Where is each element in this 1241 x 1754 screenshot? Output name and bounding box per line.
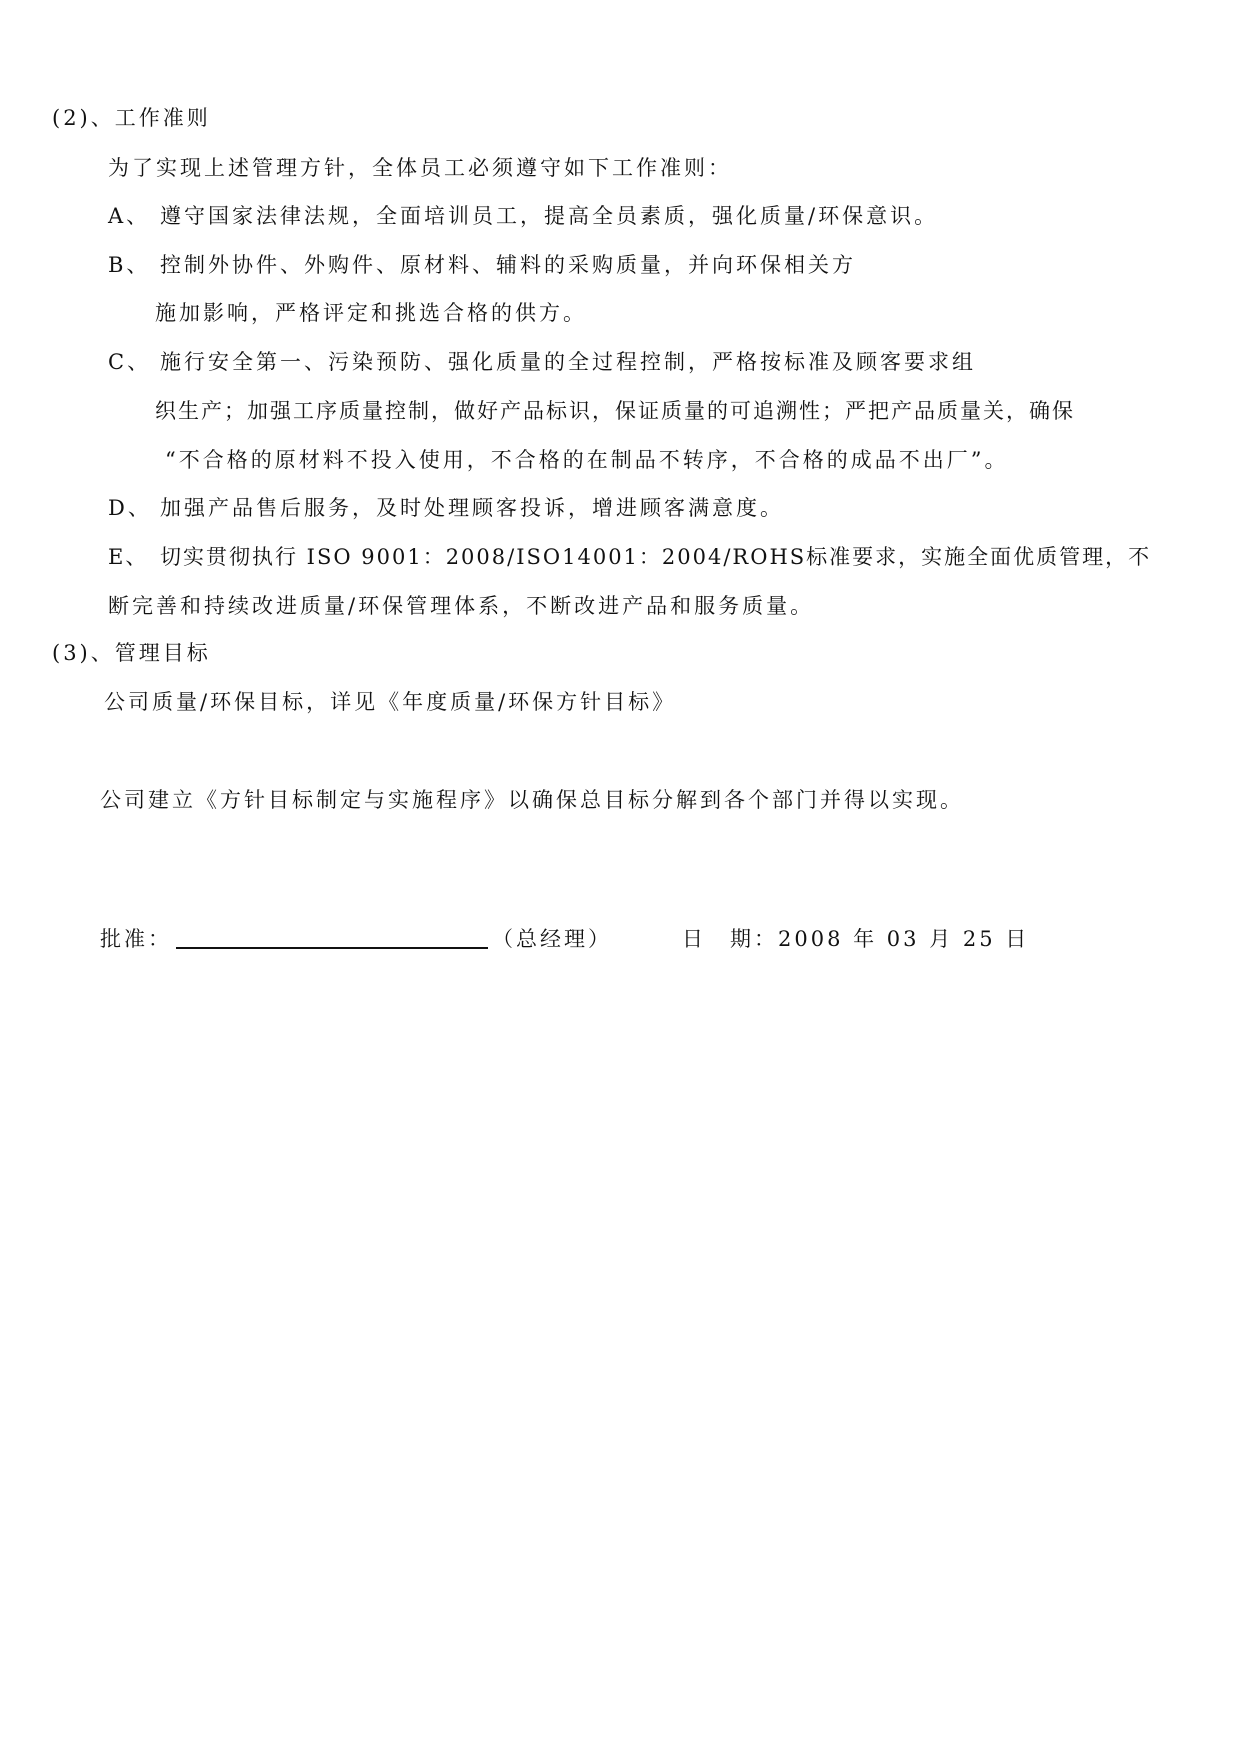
rule-item-b bbox=[108, 251, 856, 279]
rule-item-a-label: A、 bbox=[108, 204, 151, 228]
rule-item-d bbox=[108, 494, 784, 522]
section-2-intro: 为了实现上述管理方针，全体员工必须遵守如下工作准则： bbox=[108, 156, 732, 180]
rule-item-a bbox=[108, 202, 938, 230]
section-3-heading: (3)、管理目标 bbox=[52, 641, 211, 665]
section-3-procedure-line: 公司建立《方针目标制定与实施程序》以确保总目标分解到各个部门并得以实现。 bbox=[100, 788, 964, 812]
section-3-goal-line: 公司质量/环保目标，详见《年度质量/环保方针目标》 bbox=[104, 690, 677, 714]
signature-line bbox=[176, 925, 488, 949]
signature-row bbox=[100, 925, 1029, 953]
approver-role: （总经理） bbox=[492, 927, 612, 951]
rule-item-c-text-1: 施行安全第一、污染预防、强化质量的全过程控制，严格按标准及顾客要求组 bbox=[160, 350, 976, 374]
rule-item-e-text-2: 断完善和持续改进质量/环保管理体系，不断改进产品和服务质量。 bbox=[108, 594, 815, 618]
rule-item-c-label: C、 bbox=[108, 350, 152, 374]
rule-item-e-label: E、 bbox=[108, 545, 149, 569]
rule-item-c-text-2: 织生产；加强工序质量控制，做好产品标识，保证质量的可追溯性；严把产品质量关，确保 bbox=[155, 399, 1075, 423]
rule-item-c-text-3: “不合格的原材料不投入使用，不合格的在制品不转序，不合格的成品不出厂”。 bbox=[165, 448, 1009, 472]
rule-item-d-label: D、 bbox=[108, 496, 152, 520]
rule-item-c bbox=[108, 348, 976, 376]
rule-item-a-text: 遵守国家法律法规，全面培训员工，提高全员素质，强化质量/环保意识。 bbox=[160, 204, 939, 228]
section-2-heading: (2)、工作准则 bbox=[52, 106, 211, 130]
rule-item-b-text-2: 施加影响，严格评定和挑选合格的供方。 bbox=[155, 301, 587, 325]
rule-item-b-label: B、 bbox=[108, 253, 151, 277]
rule-item-b-text-1: 控制外协件、外购件、原材料、辅料的采购质量，并向环保相关方 bbox=[160, 253, 856, 277]
date-value: 2008 年 03 月 25 日 bbox=[778, 927, 1030, 951]
date-label: 日 期： bbox=[682, 927, 778, 951]
rule-item-e-text-1: 切实贯彻执行 ISO 9001：2008/ISO14001：2004/ROHS标准要求，实施全面优质管理，不 bbox=[160, 545, 1152, 569]
rule-item-d-text: 加强产品售后服务，及时处理顾客投诉，增进顾客满意度。 bbox=[160, 496, 784, 520]
rule-item-e bbox=[108, 543, 1151, 571]
approve-label: 批准： bbox=[100, 927, 172, 951]
